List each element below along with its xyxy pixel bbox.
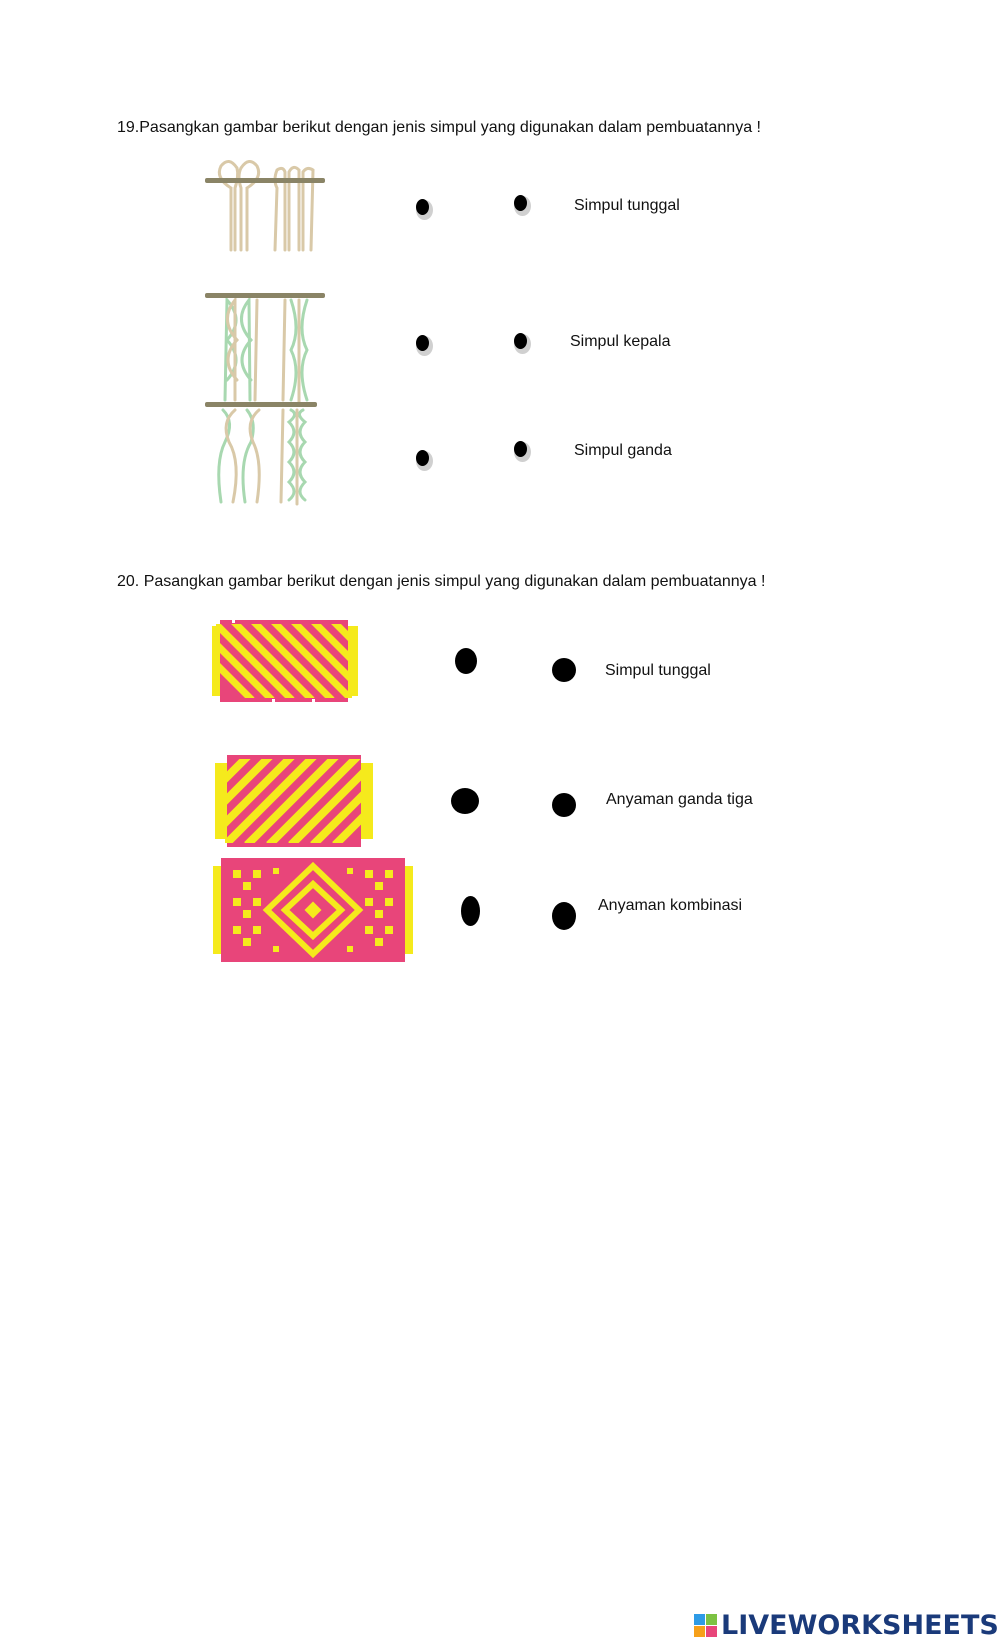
q19-answer-1: Simpul tunggal xyxy=(574,197,680,214)
q19-right-dot-2[interactable] xyxy=(514,333,527,349)
q20-answer-1: Simpul tunggal xyxy=(605,662,711,679)
q19-answer-3: Simpul ganda xyxy=(574,442,672,459)
woven-diagonal-pattern-picture-2 xyxy=(215,755,373,847)
q20-right-dot-1[interactable] xyxy=(552,658,576,682)
q20-right-dot-2[interactable] xyxy=(552,793,576,817)
q19-answer-2: Simpul kepala xyxy=(570,333,671,350)
macrame-double-knot-picture xyxy=(205,402,330,507)
logo-squares-icon xyxy=(694,1614,717,1637)
q20-left-dot-2[interactable] xyxy=(451,788,479,814)
q20-answer-2: Anyaman ganda tiga xyxy=(606,791,753,808)
q20-left-dot-1[interactable] xyxy=(455,648,477,674)
woven-combination-pattern-picture xyxy=(213,858,413,962)
logo-text: LIVEWORKSHEETS xyxy=(721,1610,999,1641)
q20-answer-3: Anyaman kombinasi xyxy=(598,897,743,914)
q20-left-dot-3[interactable] xyxy=(461,896,480,926)
q20-right-dot-3[interactable] xyxy=(552,902,576,930)
macrame-square-knot-picture xyxy=(205,290,330,405)
q19-left-dot-3[interactable] xyxy=(416,450,429,466)
woven-diagonal-pattern-picture-1 xyxy=(212,620,358,702)
q19-left-dot-2[interactable] xyxy=(416,335,429,351)
q19-right-dot-1[interactable] xyxy=(514,195,527,211)
question-20-title: 20. Pasangkan gambar berikut dengan jenis simpul yang digunakan dalam pembuatannya ! xyxy=(117,573,766,590)
liveworksheets-logo xyxy=(694,1610,999,1641)
q19-left-dot-1[interactable] xyxy=(416,199,429,215)
question-19-title: 19.Pasangkan gambar berikut dengan jenis simpul yang digunakan dalam pembuatannya ! xyxy=(117,119,761,136)
q19-right-dot-3[interactable] xyxy=(514,441,527,457)
macrame-lark-head-knot-picture xyxy=(205,158,330,256)
